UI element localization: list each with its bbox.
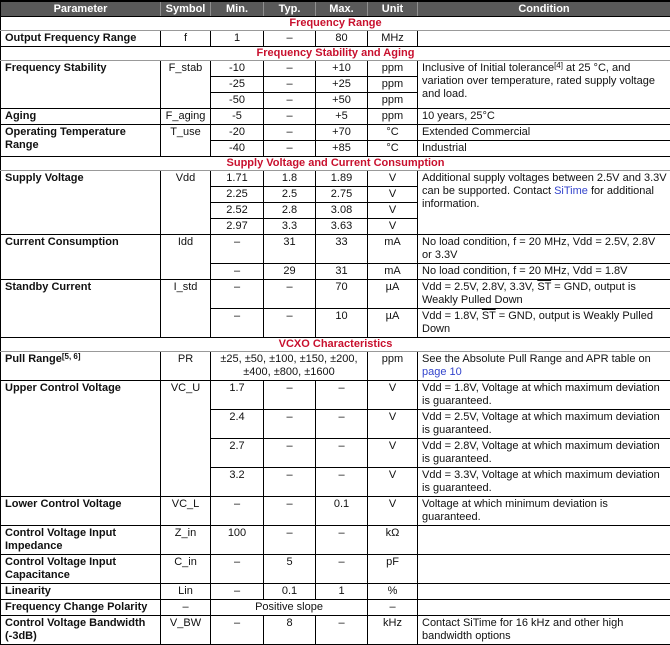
table-header (1, 1, 670, 17)
col-header-max: Max. (316, 1, 368, 17)
max-cell: 1 (316, 584, 368, 600)
inline-link[interactable]: page 10 (422, 366, 462, 378)
text-part: Additional supply voltages between 2.5V and 3.3V can be supported. Contact (422, 172, 667, 197)
min-cell: – (211, 235, 264, 264)
unit-cell: V (368, 219, 418, 235)
table-row (1, 61, 670, 77)
max-cell: 3.08 (316, 203, 368, 219)
symbol-cell: F_aging (161, 109, 211, 125)
condition-cell: Contact SiTime for 16 kHz and other high bandwidth options (418, 616, 670, 645)
typ-cell: 31 (264, 235, 316, 264)
condition-cell: Vdd = 3.3V, Voltage at which maximum deviation is guaranteed. (418, 468, 670, 497)
table-row (1, 616, 670, 645)
min-cell: -20 (211, 125, 264, 141)
min-cell: – (211, 616, 264, 645)
max-cell: 3.63 (316, 219, 368, 235)
unit-cell: V (368, 187, 418, 203)
unit-cell: ppm (368, 61, 418, 77)
unit-cell: V (368, 497, 418, 526)
footnote-superscript: [5, 6] (62, 352, 81, 361)
min-cell: – (211, 497, 264, 526)
table-row (1, 600, 670, 616)
symbol-cell: VC_U (161, 381, 211, 497)
min-cell: – (211, 555, 264, 584)
unit-cell: kHz (368, 616, 418, 645)
max-cell: +10 (316, 61, 368, 77)
parameter-cell: Current Consumption (1, 235, 161, 280)
max-cell: – (316, 526, 368, 555)
parameter-cell: Upper Control Voltage (1, 381, 161, 497)
symbol-cell: V_BW (161, 616, 211, 645)
typ-cell: 8 (264, 616, 316, 645)
max-cell: 1.89 (316, 171, 368, 187)
col-header-condition: Condition (418, 1, 670, 17)
min-typ-max-merged-cell: ±25, ±50, ±100, ±150, ±200, ±400, ±800, ±1600 (211, 352, 368, 381)
max-cell: – (316, 616, 368, 645)
parameter-cell: Operating Temperature Range (1, 125, 161, 157)
unit-cell: ppm (368, 77, 418, 93)
max-cell: 80 (316, 31, 368, 47)
text-part: See the Absolute Pull Range and APR table on (422, 353, 651, 365)
table-row (1, 109, 670, 125)
condition-cell: Industrial (418, 141, 670, 157)
min-cell: -50 (211, 93, 264, 109)
unit-cell: °C (368, 125, 418, 141)
typ-cell: – (264, 77, 316, 93)
col-header-unit: Unit (368, 1, 418, 17)
min-cell: – (211, 264, 264, 280)
min-cell: 2.7 (211, 439, 264, 468)
parameter-cell: Control Voltage Input Impedance (1, 526, 161, 555)
typ-cell: – (264, 280, 316, 309)
symbol-cell: Z_in (161, 526, 211, 555)
condition-cell: Voltage at which minimum deviation is guaranteed. (418, 497, 670, 526)
unit-cell: V (368, 439, 418, 468)
max-cell: 70 (316, 280, 368, 309)
max-cell: 10 (316, 309, 368, 338)
parameter-cell: Lower Control Voltage (1, 497, 161, 526)
text-part: Inclusive of Initial tolerance (422, 62, 554, 74)
table-row (1, 584, 670, 600)
condition-cell (418, 171, 670, 235)
min-cell: 3.2 (211, 468, 264, 497)
condition-cell: No load condition, f = 20 MHz, Vdd = 1.8V (418, 264, 670, 280)
text-part: Pull Range (5, 353, 62, 365)
typ-cell: – (264, 497, 316, 526)
parameter-cell: Standby Current (1, 280, 161, 338)
parameter-cell: Frequency Change Polarity (1, 600, 161, 616)
typ-cell: – (264, 309, 316, 338)
table-row (1, 526, 670, 555)
typ-cell: – (264, 141, 316, 157)
table-row (1, 280, 670, 309)
parameter-cell: Linearity (1, 584, 161, 600)
typ-cell: 2.5 (264, 187, 316, 203)
condition-cell (418, 31, 670, 47)
max-cell: – (316, 555, 368, 584)
table-row (1, 235, 670, 264)
min-cell: 2.4 (211, 410, 264, 439)
typ-cell: – (264, 93, 316, 109)
min-cell: 2.52 (211, 203, 264, 219)
unit-cell: V (368, 410, 418, 439)
typ-cell: – (264, 109, 316, 125)
section-row (1, 338, 670, 352)
min-cell: – (211, 584, 264, 600)
unit-cell: mA (368, 264, 418, 280)
section-row (1, 157, 670, 171)
symbol-cell: F_stab (161, 61, 211, 109)
condition-cell (418, 526, 670, 555)
typ-cell: 1.8 (264, 171, 316, 187)
typ-cell: – (264, 439, 316, 468)
min-cell: – (211, 309, 264, 338)
typ-cell: 2.8 (264, 203, 316, 219)
parameter-cell: Frequency Stability (1, 61, 161, 109)
unit-cell: µA (368, 309, 418, 338)
typ-cell: – (264, 381, 316, 410)
parameter-cell: Control Voltage Bandwidth (-3dB) (1, 616, 161, 645)
max-cell: +5 (316, 109, 368, 125)
condition-cell (418, 555, 670, 584)
condition-cell (418, 309, 670, 338)
min-cell: 1.7 (211, 381, 264, 410)
text-part: = GND, output is Weakly Pulled Down (422, 310, 653, 335)
inline-link[interactable]: SiTime (554, 185, 588, 197)
symbol-cell: Lin (161, 584, 211, 600)
max-cell: 33 (316, 235, 368, 264)
min-cell: -10 (211, 61, 264, 77)
condition-cell (418, 584, 670, 600)
unit-cell: % (368, 584, 418, 600)
typ-cell: – (264, 526, 316, 555)
table-row (1, 125, 670, 141)
max-cell: 2.75 (316, 187, 368, 203)
unit-cell: µA (368, 280, 418, 309)
typ-cell: 29 (264, 264, 316, 280)
unit-cell: V (368, 468, 418, 497)
symbol-cell: VC_L (161, 497, 211, 526)
section-row (1, 17, 670, 31)
parameter-cell: Control Voltage Input Capacitance (1, 555, 161, 584)
condition-cell: No load condition, f = 20 MHz, Vdd = 2.5V, 2.8V or 3.3V (418, 235, 670, 264)
condition-cell: Extended Commercial (418, 125, 670, 141)
min-cell: -25 (211, 77, 264, 93)
parameter-cell: Output Frequency Range (1, 31, 161, 47)
unit-cell: V (368, 171, 418, 187)
unit-cell: mA (368, 235, 418, 264)
text-part: $\overline{ST}$ (537, 281, 551, 293)
symbol-cell: Idd (161, 235, 211, 280)
unit-cell: ppm (368, 109, 418, 125)
header-row (1, 1, 670, 17)
condition-cell: 10 years, 25°C (418, 109, 670, 125)
max-cell: – (316, 468, 368, 497)
table-row (1, 352, 670, 381)
section-title: VCXO Characteristics (1, 338, 670, 352)
max-cell: 0.1 (316, 497, 368, 526)
symbol-cell: I_std (161, 280, 211, 338)
condition-cell (418, 600, 670, 616)
typ-cell: 3.3 (264, 219, 316, 235)
parameter-cell: Supply Voltage (1, 171, 161, 235)
text-part: = GND, output is Weakly Pulled Down (422, 281, 636, 306)
min-cell: 2.97 (211, 219, 264, 235)
unit-cell: ppm (368, 93, 418, 109)
col-header-parameter: Parameter (1, 1, 161, 17)
min-cell: 2.25 (211, 187, 264, 203)
table-row (1, 555, 670, 584)
table-row (1, 497, 670, 526)
min-cell: 100 (211, 526, 264, 555)
unit-cell: °C (368, 141, 418, 157)
unit-cell: – (368, 600, 418, 616)
max-cell: +25 (316, 77, 368, 93)
unit-cell: MHz (368, 31, 418, 47)
condition-cell (418, 280, 670, 309)
unit-cell: pF (368, 555, 418, 584)
condition-cell: Vdd = 2.5V, Voltage at which maximum deviation is guaranteed. (418, 410, 670, 439)
section-title: Supply Voltage and Current Consumption (1, 157, 670, 171)
symbol-cell: T_use (161, 125, 211, 157)
typ-cell: – (264, 31, 316, 47)
min-typ-max-merged-cell: Positive slope (211, 600, 368, 616)
min-cell: -5 (211, 109, 264, 125)
max-cell: – (316, 439, 368, 468)
typ-cell: 0.1 (264, 584, 316, 600)
condition-cell: Vdd = 1.8V, Voltage at which maximum deviation is guaranteed. (418, 381, 670, 410)
table-row (1, 31, 670, 47)
text-part: Vdd = 2.5V, 2.8V, 3.3V, (422, 281, 537, 293)
table-row (1, 381, 670, 410)
table-row (1, 171, 670, 187)
unit-cell: kΩ (368, 526, 418, 555)
typ-cell: 5 (264, 555, 316, 584)
min-cell: 1 (211, 31, 264, 47)
parameter-cell (1, 352, 161, 381)
col-header-min: Min. (211, 1, 264, 17)
unit-cell: V (368, 381, 418, 410)
col-header-symbol: Symbol (161, 1, 211, 17)
typ-cell: – (264, 468, 316, 497)
max-cell: – (316, 381, 368, 410)
symbol-cell: Vdd (161, 171, 211, 235)
symbol-cell: – (161, 600, 211, 616)
section-row (1, 47, 670, 61)
section-title: Frequency Range (1, 17, 670, 31)
footnote-superscript: [4] (554, 61, 563, 70)
min-cell: -40 (211, 141, 264, 157)
symbol-cell: f (161, 31, 211, 47)
condition-cell (418, 352, 670, 381)
max-cell: 31 (316, 264, 368, 280)
max-cell: +50 (316, 93, 368, 109)
condition-cell: Vdd = 2.8V, Voltage at which maximum deviation is guaranteed. (418, 439, 670, 468)
typ-cell: – (264, 61, 316, 77)
text-part: at 25 °C, and variation over temperature, rated supply voltage and load. (422, 62, 655, 100)
parameter-cell: Aging (1, 109, 161, 125)
min-cell: – (211, 280, 264, 309)
typ-cell: – (264, 410, 316, 439)
max-cell: +85 (316, 141, 368, 157)
max-cell: – (316, 410, 368, 439)
max-cell: +70 (316, 125, 368, 141)
section-title: Frequency Stability and Aging (1, 47, 670, 61)
text-part: Vdd = 1.8V, (422, 310, 482, 322)
text-part: for additional information. (422, 185, 654, 210)
text-part: $\overline{ST}$ (482, 310, 496, 322)
symbol-cell: PR (161, 352, 211, 381)
condition-cell (418, 61, 670, 109)
col-header-typ: Typ. (264, 1, 316, 17)
min-cell: 1.71 (211, 171, 264, 187)
symbol-cell: C_in (161, 555, 211, 584)
unit-cell: V (368, 203, 418, 219)
unit-cell: ppm (368, 352, 418, 381)
typ-cell: – (264, 125, 316, 141)
